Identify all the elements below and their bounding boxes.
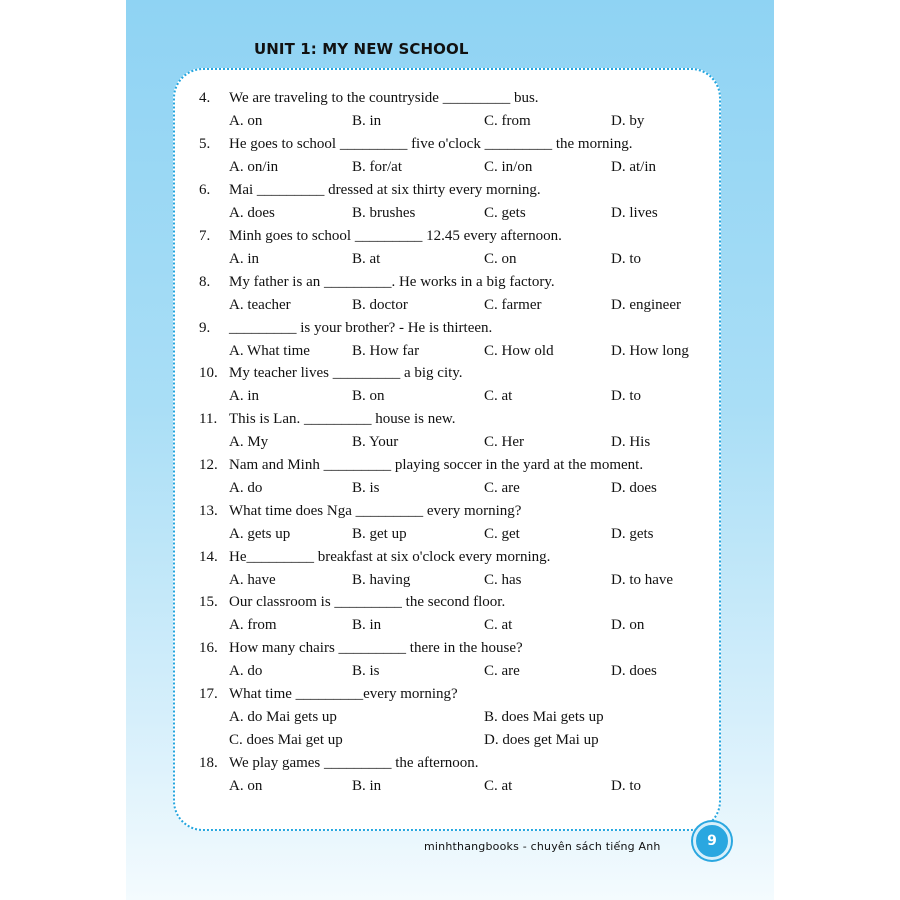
option-c[interactable]: C. from — [484, 113, 531, 129]
question-number: 14. — [199, 549, 218, 565]
option-d[interactable]: D. to have — [611, 572, 674, 588]
option-a[interactable]: A. from — [229, 617, 277, 633]
question-number: 17. — [199, 686, 218, 702]
option-b[interactable]: B. having — [352, 572, 411, 588]
option-d[interactable]: D. does — [611, 480, 657, 496]
option-b[interactable]: B. How far — [352, 343, 420, 359]
option-b[interactable]: B. is — [352, 663, 380, 679]
publisher-footer: minhthangbooks - chuyên sách tiếng Anh — [424, 840, 661, 853]
option-a[interactable]: A. have — [229, 572, 276, 588]
option-b[interactable]: B. in — [352, 617, 382, 633]
option-c[interactable]: C. gets — [484, 205, 526, 221]
option-d[interactable]: D. does get Mai up — [484, 732, 599, 748]
question-number: 7. — [199, 228, 211, 244]
question-text: Our classroom is _________ the second floor. — [229, 594, 506, 610]
option-d[interactable]: D. on — [611, 617, 645, 633]
option-a[interactable]: A. on — [229, 113, 263, 129]
question-text: He_________ breakfast at six o'clock every morning. — [229, 549, 551, 565]
option-c[interactable]: C. at — [484, 617, 513, 633]
option-d[interactable]: D. His — [611, 434, 651, 450]
question-number: 4. — [199, 90, 211, 106]
option-d[interactable]: D. to — [611, 778, 641, 794]
option-c[interactable]: C. get — [484, 526, 520, 542]
option-d[interactable]: D. to — [611, 388, 641, 404]
option-a[interactable]: A. in — [229, 251, 259, 267]
option-b[interactable]: B. for/at — [352, 159, 402, 175]
option-b[interactable]: B. is — [352, 480, 380, 496]
option-c[interactable]: C. Her — [484, 434, 524, 450]
option-c[interactable]: C. are — [484, 480, 520, 496]
option-c[interactable]: C. does Mai get up — [229, 732, 343, 748]
option-c[interactable]: C. How old — [484, 343, 554, 359]
option-d[interactable]: D. by — [611, 113, 645, 129]
option-a[interactable]: A. on — [229, 778, 263, 794]
question-number: 9. — [199, 320, 211, 336]
question-number: 6. — [199, 182, 211, 198]
option-b[interactable]: B. brushes — [352, 205, 416, 221]
question-number: 15. — [199, 594, 218, 610]
option-d[interactable]: D. to — [611, 251, 641, 267]
option-d[interactable]: D. lives — [611, 205, 658, 221]
option-a[interactable]: A. do Mai gets up — [229, 709, 337, 725]
option-a[interactable]: A. in — [229, 388, 259, 404]
question-number: 11. — [199, 411, 218, 427]
option-d[interactable]: D. gets — [611, 526, 654, 542]
option-c[interactable]: C. farmer — [484, 297, 542, 313]
option-a[interactable]: A. on/in — [229, 159, 279, 175]
option-b[interactable]: B. in — [352, 778, 382, 794]
question-text: Mai _________ dressed at six thirty every morning. — [229, 182, 541, 198]
option-b[interactable]: B. does Mai gets up — [484, 709, 604, 725]
question-text: My teacher lives _________ a big city. — [229, 365, 463, 381]
option-b[interactable]: B. Your — [352, 434, 399, 450]
option-c[interactable]: C. at — [484, 778, 513, 794]
option-b[interactable]: B. in — [352, 113, 382, 129]
option-b[interactable]: B. get up — [352, 526, 407, 542]
option-c[interactable]: C. has — [484, 572, 522, 588]
option-c[interactable]: C. on — [484, 251, 517, 267]
option-b[interactable]: B. doctor — [352, 297, 408, 313]
option-c[interactable]: C. in/on — [484, 159, 533, 175]
question-number: 16. — [199, 640, 218, 656]
question-text: We play games _________ the afternoon. — [229, 755, 479, 771]
question-text: How many chairs _________ there in the house? — [229, 640, 523, 656]
option-d[interactable]: D. does — [611, 663, 657, 679]
question-number: 8. — [199, 274, 211, 290]
question-number: 5. — [199, 136, 211, 152]
option-a[interactable]: A. gets up — [229, 526, 291, 542]
option-b[interactable]: B. on — [352, 388, 385, 404]
question-text: Minh goes to school _________ 12.45 every afternoon. — [229, 228, 562, 244]
page-number-badge: 9 — [693, 822, 731, 860]
option-a[interactable]: A. does — [229, 205, 275, 221]
option-d[interactable]: D. How long — [611, 343, 689, 359]
option-a[interactable]: A. My — [229, 434, 269, 450]
option-c[interactable]: C. at — [484, 388, 513, 404]
question-number: 12. — [199, 457, 218, 473]
option-d[interactable]: D. at/in — [611, 159, 656, 175]
question-text: Nam and Minh _________ playing soccer in the yard at the moment. — [229, 457, 644, 473]
option-a[interactable]: A. What time — [229, 343, 310, 359]
question-text: This is Lan. _________ house is new. — [229, 411, 456, 427]
question-number: 18. — [199, 755, 218, 771]
option-a[interactable]: A. do — [229, 480, 263, 496]
option-a[interactable]: A. do — [229, 663, 263, 679]
question-text: My father is an _________. He works in a big factory. — [229, 274, 555, 290]
question-text: What time _________every morning? — [229, 686, 458, 702]
question-text: What time does Nga _________ every morning? — [229, 503, 522, 519]
question-text: _________ is your brother? - He is thirteen. — [229, 320, 493, 336]
question-text: We are traveling to the countryside _________ bus. — [229, 90, 539, 106]
option-c[interactable]: C. are — [484, 663, 520, 679]
question-number: 10. — [199, 365, 218, 381]
question-number: 13. — [199, 503, 218, 519]
option-b[interactable]: B. at — [352, 251, 381, 267]
option-a[interactable]: A. teacher — [229, 297, 291, 313]
question-text: He goes to school _________ five o'clock _________ the morning. — [229, 136, 633, 152]
option-d[interactable]: D. engineer — [611, 297, 681, 313]
unit-title: UNIT 1: MY NEW SCHOOL — [254, 40, 469, 58]
